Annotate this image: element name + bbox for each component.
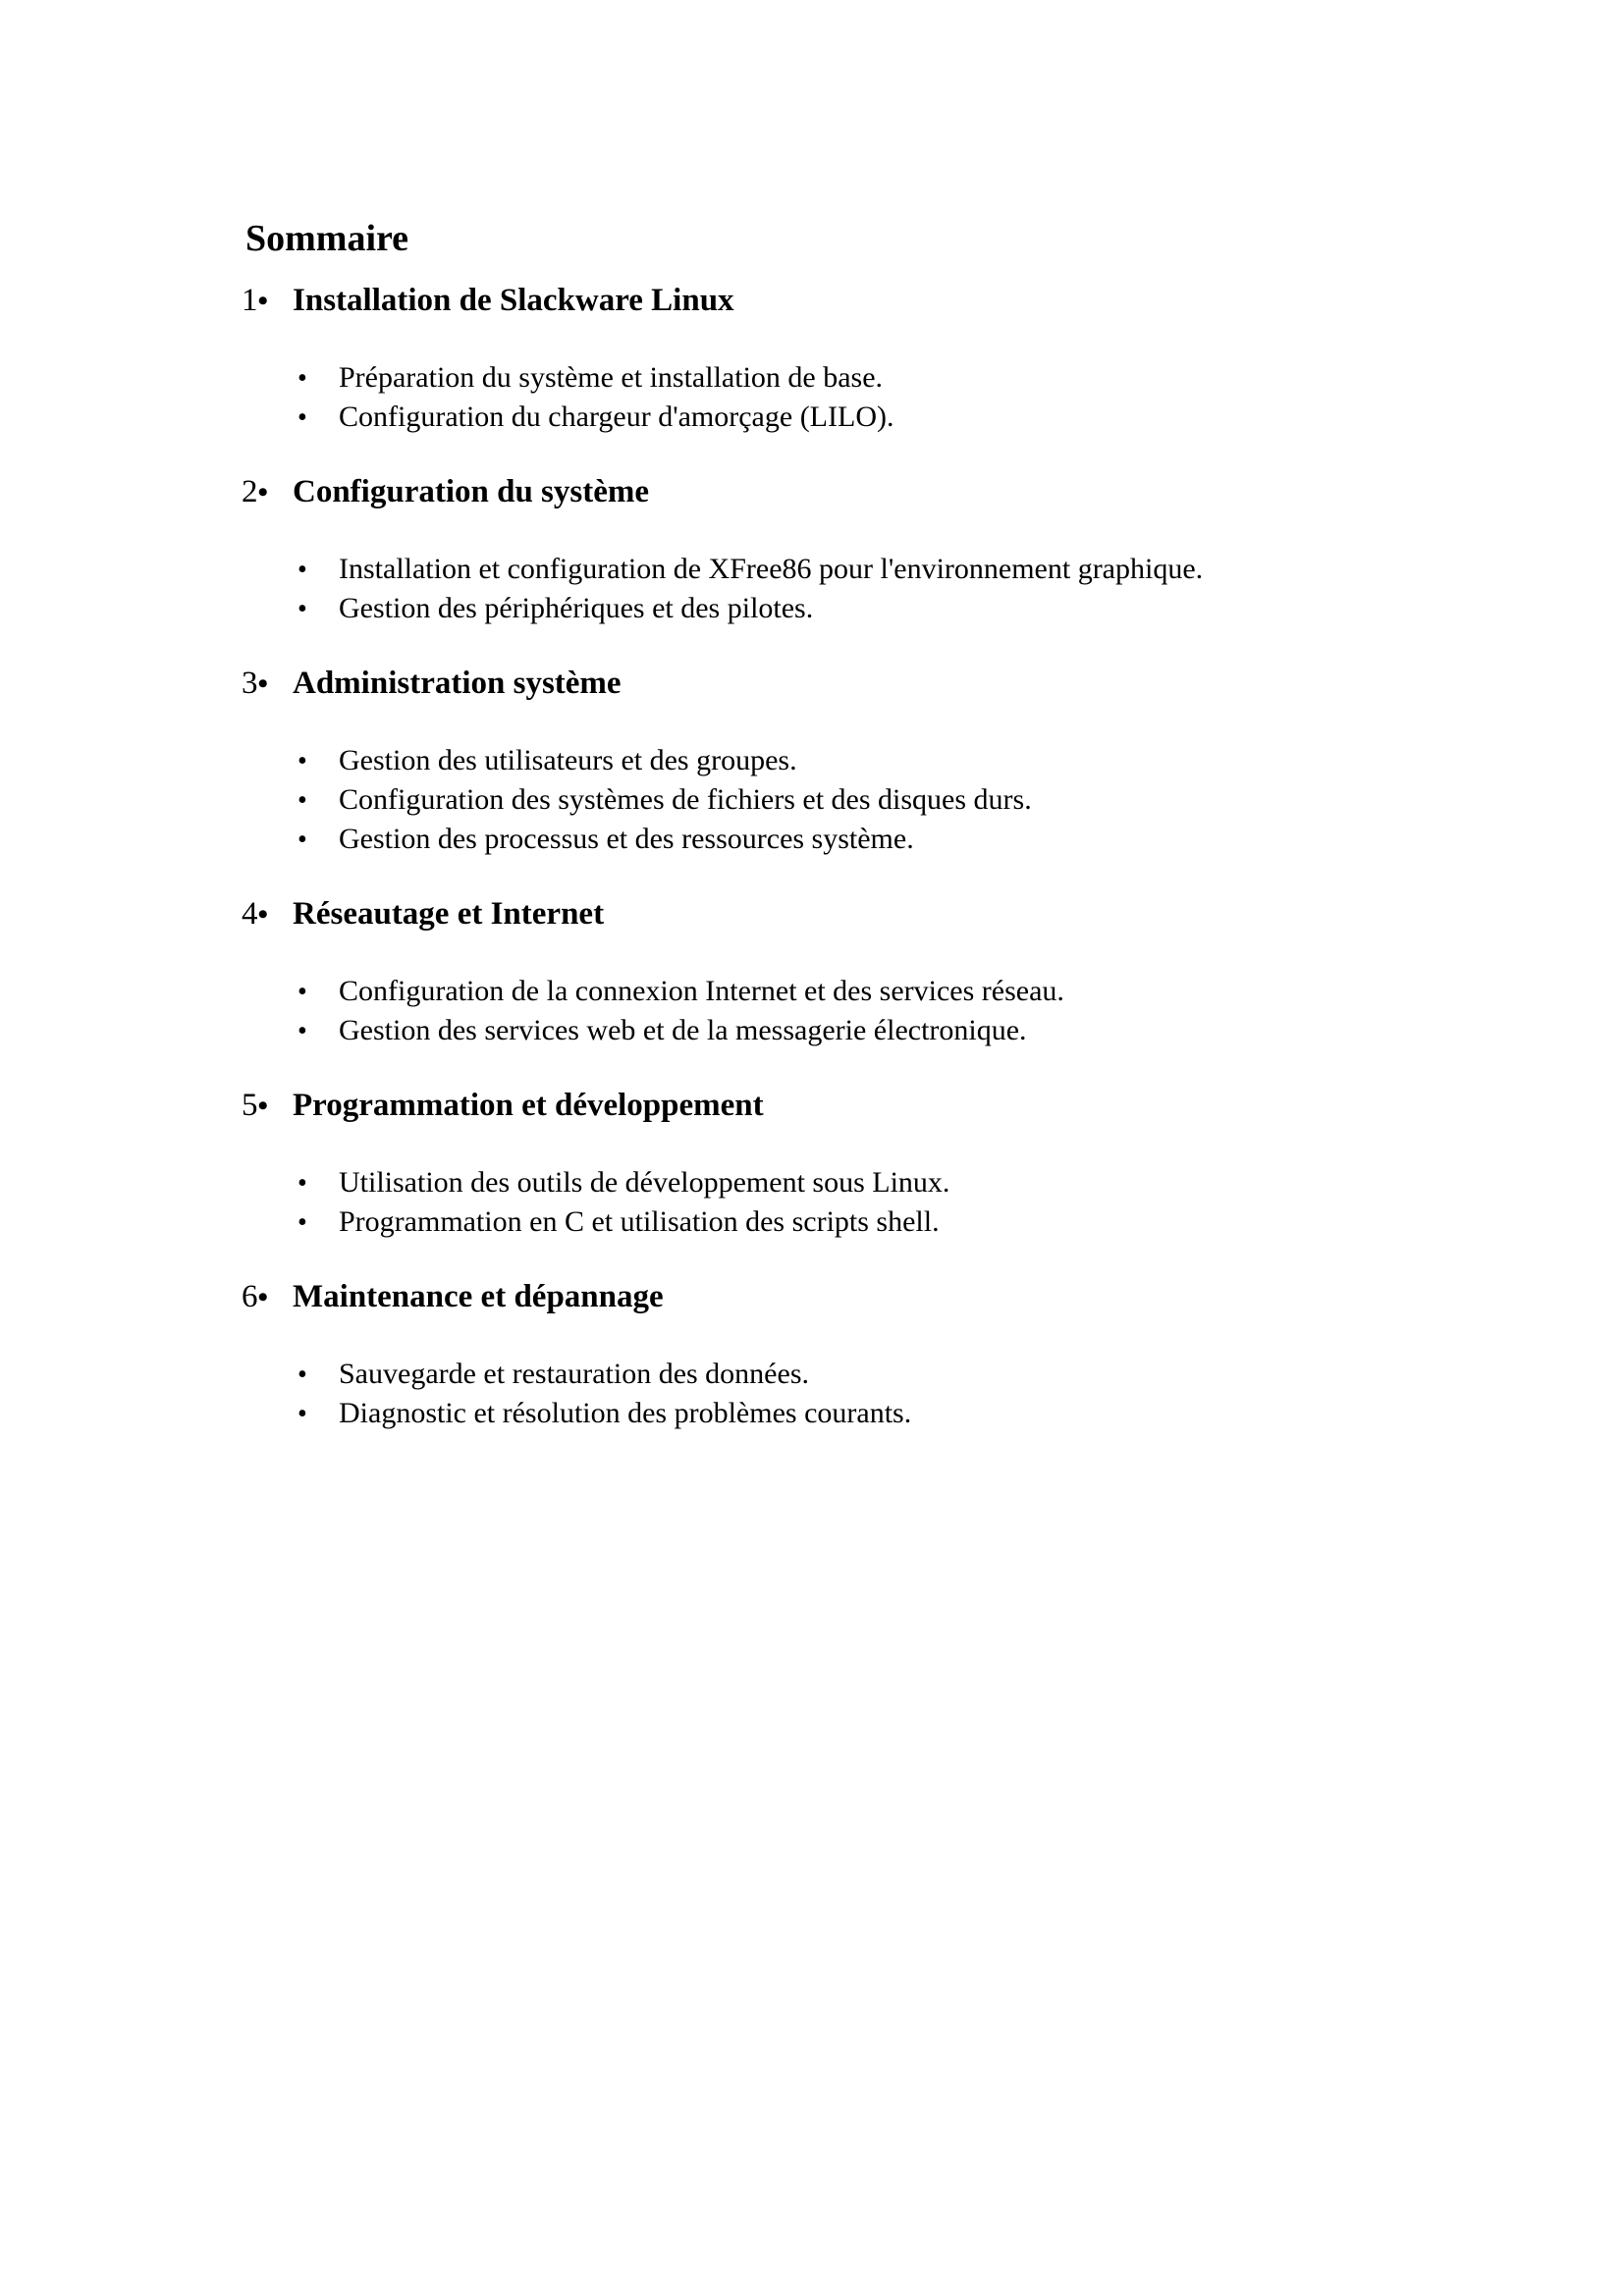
bullet-icon: • [298,825,307,855]
number-bullet-icon: • [257,667,269,700]
toc-section-heading [242,894,604,934]
section-marker [242,472,293,512]
toc-section-heading [242,1277,664,1317]
bullet-icon: • [298,785,307,816]
toc-item-label: Gestion des processus et des ressources système. [339,823,914,855]
section-title: Programmation et développement [293,1088,764,1123]
bullet-icon: • [298,1399,307,1429]
toc-item-label: Installation et configuration de XFree86 pour l'environnement graphique. [339,553,1204,585]
toc-item-label: Gestion des utilisateurs et des groupes. [339,744,797,776]
toc-item-label: Programmation en C et utilisation des scripts shell. [339,1205,940,1238]
number-bullet-icon: • [257,476,269,508]
number-bullet-icon: • [257,1090,269,1122]
bullet-icon: • [298,402,307,433]
section-title: Administration système [293,666,622,701]
toc-item [298,1355,809,1395]
section-number: 6 [242,1279,258,1314]
toc-item [298,972,1064,1012]
toc-item [298,398,893,438]
toc-item [298,550,1203,590]
toc-section-heading [242,664,622,704]
bullet-icon: • [298,363,307,394]
bullet-icon: • [298,1016,307,1046]
bullet-icon: • [298,977,307,1007]
section-marker [242,664,293,704]
toc-item-label: Gestion des périphériques et des pilotes. [339,592,814,624]
toc-item [298,1394,911,1434]
toc-item [298,1163,949,1203]
toc-section-heading [242,281,734,321]
section-marker [242,1086,293,1126]
section-number: 3 [242,666,258,701]
toc-item [298,820,914,860]
section-marker [242,894,293,934]
toc-item [298,1202,940,1243]
toc-section-heading [242,1086,764,1126]
toc-item-label: Configuration du chargeur d'amorçage (LILO). [339,400,894,433]
section-title: Configuration du système [293,474,650,509]
toc-item-label: Configuration des systèmes de fichiers et des disques durs. [339,783,1032,816]
toc-item [298,358,883,399]
bullet-icon: • [298,555,307,585]
section-marker [242,1277,293,1317]
toc-item-label: Préparation du système et installation de base. [339,361,884,394]
number-bullet-icon: • [257,1281,269,1313]
toc-item [298,589,813,629]
toc-item-label: Diagnostic et résolution des problèmes courants. [339,1397,912,1429]
toc-item [298,741,797,781]
section-number: 5 [242,1088,258,1123]
toc-item-label: Utilisation des outils de développement sous Linux. [339,1166,950,1199]
bullet-icon: • [298,594,307,624]
toc-section-heading [242,472,649,512]
section-number: 4 [242,896,258,932]
section-title: Maintenance et dépannage [293,1279,664,1314]
page-title: Sommaire [245,218,409,260]
number-bullet-icon: • [257,898,269,931]
bullet-icon: • [298,1360,307,1390]
toc-item [298,1011,1027,1051]
toc-item-label: Configuration de la connexion Internet et des services réseau. [339,975,1064,1007]
section-marker [242,281,293,321]
bullet-icon: • [298,746,307,776]
section-title: Installation de Slackware Linux [293,283,734,318]
toc-item-label: Sauvegarde et restauration des données. [339,1358,809,1390]
bullet-icon: • [298,1207,307,1238]
toc-item [298,780,1032,821]
bullet-icon: • [298,1168,307,1199]
number-bullet-icon: • [257,285,269,317]
section-number: 2 [242,474,258,509]
section-number: 1 [242,283,258,318]
section-title: Réseautage et Internet [293,896,605,932]
toc-item-label: Gestion des services web et de la messagerie électronique. [339,1014,1027,1046]
